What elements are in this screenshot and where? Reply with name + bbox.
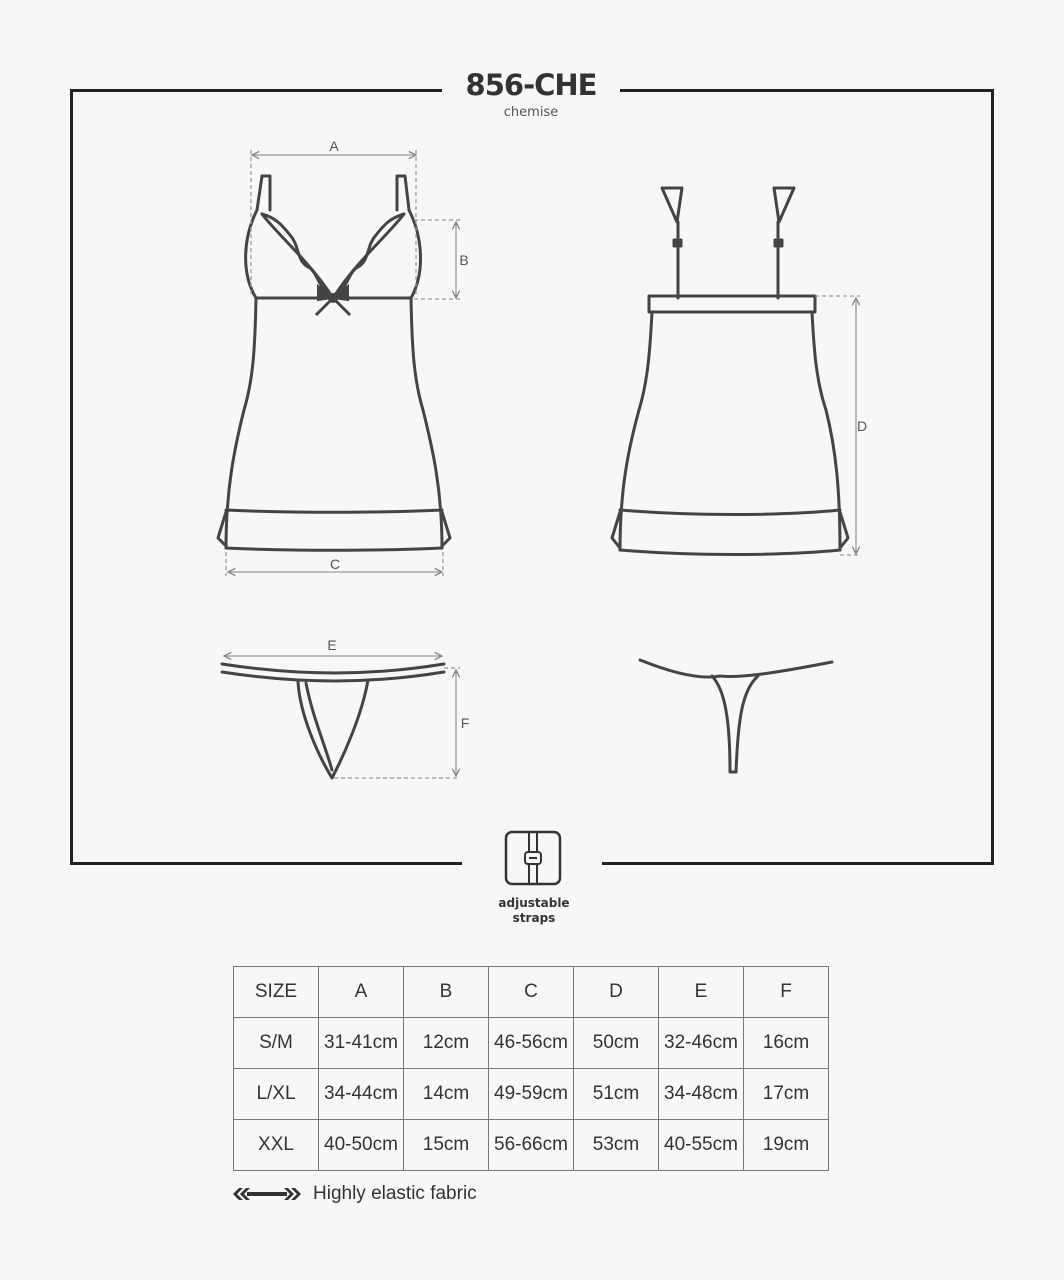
size-table-header-cell: D [574, 967, 659, 1018]
size-table-cell: S/M [234, 1018, 319, 1069]
size-table-cell: 15cm [404, 1120, 489, 1171]
size-table-header-cell: SIZE [234, 967, 319, 1018]
fabric-note-text: Highly elastic fabric [313, 1183, 477, 1204]
size-table-cell: 16cm [744, 1018, 829, 1069]
size-table-cell: 34-44cm [319, 1069, 404, 1120]
feature-label-line1: adjustable [498, 896, 570, 910]
size-table-row [234, 1120, 829, 1171]
size-table-cell: 17cm [744, 1069, 829, 1120]
dim-label-b: B [459, 252, 469, 268]
size-table-cell: 12cm [404, 1018, 489, 1069]
feature-label-line2: straps [512, 911, 556, 925]
dim-label-d: D [856, 418, 868, 434]
bow-icon [316, 286, 350, 315]
size-table-cell: 14cm [404, 1069, 489, 1120]
size-table-cell: 40-50cm [319, 1120, 404, 1171]
size-table-row [234, 1069, 829, 1120]
size-table-cell: 46-56cm [489, 1018, 574, 1069]
size-table-cell: 34-48cm [659, 1069, 744, 1120]
size-table-row [234, 1018, 829, 1069]
chemise-back-drawing [612, 188, 848, 555]
size-table-cell: 50cm [574, 1018, 659, 1069]
size-table-cell: 56-66cm [489, 1120, 574, 1171]
size-table-header-cell: E [659, 967, 744, 1018]
size-table-cell: L/XL [234, 1069, 319, 1120]
thong-back-drawing [640, 660, 832, 772]
size-table-cell: XXL [234, 1120, 319, 1171]
size-table-header-cell: A [319, 967, 404, 1018]
product-type: chemise [503, 105, 559, 120]
adjustable-straps-icon [504, 830, 562, 886]
size-table-header-cell: C [489, 967, 574, 1018]
dim-label-a: A [329, 138, 339, 154]
model-title: 856-CHE [465, 68, 597, 102]
size-table-cell: 53cm [574, 1120, 659, 1171]
size-table-header-row [234, 967, 829, 1018]
dim-label-e: E [327, 637, 337, 653]
size-table-cell: 19cm [744, 1120, 829, 1171]
double-arrow-stretch-icon [233, 1186, 301, 1202]
feature-label [480, 896, 588, 926]
size-table [233, 966, 829, 1171]
dim-label-c: C [329, 556, 341, 572]
size-table-header-cell: B [404, 967, 489, 1018]
size-table-cell: 51cm [574, 1069, 659, 1120]
size-table-header-cell: F [744, 967, 829, 1018]
dim-label-f: F [460, 715, 470, 731]
size-table-cell: 49-59cm [489, 1069, 574, 1120]
chemise-front-drawing [218, 176, 450, 550]
size-table-cell: 32-46cm [659, 1018, 744, 1069]
fabric-note [233, 1181, 477, 1207]
size-table-cell: 31-41cm [319, 1018, 404, 1069]
thong-front-drawing [222, 664, 444, 778]
size-table-cell: 40-55cm [659, 1120, 744, 1171]
